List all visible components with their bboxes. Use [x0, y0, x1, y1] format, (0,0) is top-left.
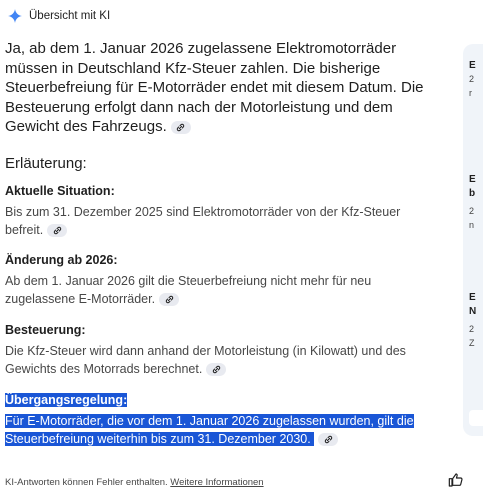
section-title: Änderung ab 2026: [5, 253, 118, 267]
source-link-chip[interactable] [159, 293, 179, 306]
selected-text: Übergangsregelung: [5, 393, 128, 407]
section-body [5, 204, 430, 239]
link-icon [164, 294, 175, 305]
side-fragment: r [469, 88, 472, 98]
explanation-heading: Erläuterung: [5, 155, 87, 172]
section-text: Ab dem 1. Januar 2026 gilt die Steuerbefreiung nicht mehr für neu zugelassene E-Motorräder. [5, 274, 372, 306]
side-fragment: b [469, 188, 476, 199]
side-fragment: 2 [469, 74, 475, 84]
link-icon [52, 225, 63, 236]
section-body [5, 343, 430, 378]
source-link-chip[interactable] [47, 224, 67, 237]
thumbs-up-icon[interactable] [448, 472, 464, 488]
side-fragment: N [469, 306, 477, 317]
link-icon [323, 434, 334, 445]
section-title: Aktuelle Situation: [5, 184, 115, 198]
side-fragment: 2 [469, 206, 475, 216]
source-link-chip[interactable] [206, 363, 226, 376]
disclaimer-text: KI-Antworten können Fehler enthalten. [5, 477, 168, 488]
side-card[interactable] [469, 410, 483, 426]
ai-overview-title: Übersicht mit KI [29, 10, 111, 22]
side-fragment: E [469, 174, 476, 185]
side-fragment: n [469, 220, 475, 230]
side-fragment: E [469, 292, 476, 303]
source-link-chip[interactable] [171, 121, 191, 134]
section-text: Die Kfz-Steuer wird dann anhand der Motorleistung (in Kilowatt) und des Gewichts des Motorrads berechnet. [5, 344, 406, 376]
disclaimer [5, 477, 264, 488]
side-fragment: E [469, 60, 476, 71]
more-info-link[interactable]: Weitere Informationen [170, 477, 264, 488]
link-icon [175, 122, 186, 133]
summary-text: Ja, ab dem 1. Januar 2026 zugelassene Elektromotorräder müssen in Deutschland Kfz-Steuer zahlen. Die bisherige Steuerbefreiung für E-Motorräder endet mit diesem Datum. Die Besteuerung erfolgt dann nach der Motorleistung und dem Gewicht des Fahrzeugs. [5, 40, 424, 135]
side-fragment: Z [469, 338, 475, 348]
sparkle-icon [8, 9, 22, 23]
link-icon [211, 364, 222, 375]
section-title-selected [5, 393, 127, 407]
section-body-selected [5, 413, 425, 448]
section-title: Besteuerung: [5, 323, 86, 337]
summary-paragraph [5, 39, 425, 137]
section-body [5, 273, 430, 308]
ai-overview-header [8, 9, 110, 23]
selected-text: Für E-Motorräder, die vor dem 1. Januar 2026 zugelassen wurden, gilt die Steuerbefreiung weiterhin bis zum 31. Dezember 2030. [5, 414, 414, 446]
source-link-chip[interactable] [318, 433, 338, 446]
side-source-panel[interactable] [463, 44, 483, 436]
section-text: Bis zum 31. Dezember 2025 sind Elektromotorräder von der Kfz-Steuer befreit. [5, 205, 401, 237]
side-fragment: 2 [469, 324, 475, 334]
